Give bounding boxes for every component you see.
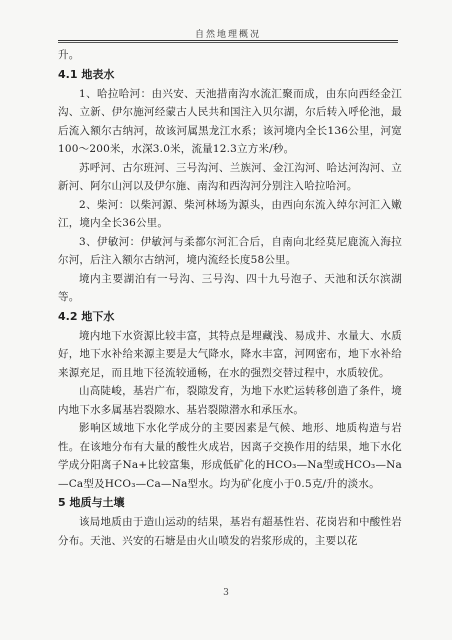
paragraph-geology: 该局地质由于造山运动的结果，基岩有超基性岩、花岗岩和中酸性岩分布。天池、兴安的石塘是由火山喷发的岩浆形成的，主要以花 (58, 516, 402, 547)
running-header (58, 22, 398, 41)
page-content (58, 46, 402, 550)
header-title: 自然地理概况 (194, 30, 261, 40)
paragraph-yimin-river: 3、伊敏河：伊敏河与柔都尔河汇合后，自南向北经莫尼鹿流入海拉尔河，后注入额尔古纳河，境内流经长度58公里。 (58, 235, 402, 266)
paragraph-groundwater-resources: 境内地下水资源比较丰富，其特点是埋藏浅、易成井、水量大、水质好，地下水补给来源主要是大气降水，降水丰富，河网密布，地下水补给来源充足，而且地下径流较通畅，在水的强烈交替过程中，水质较优。 (58, 329, 402, 379)
section-heading-5: 5 地质与土壤 (58, 496, 125, 509)
paragraph-water-chemistry: 影响区域地下水化学成分的主要因素是气候、地形、地质构造与岩性。在该地分布有大量的酸性火成岩，因离子交换作用的结果，地下水化学成分阳离子Na+比较富集，形成低矿化的HCO₃—Na型或HCO₃—Na—Ca型及HCO₃—Ca—Na型水。均为矿化度小于0.5克/升的淡水。 (58, 422, 402, 490)
paragraph-bedrock-water: 山高陡峻，基岩广布，裂隙发育，为地下水贮运转移创造了条件，境内地下水多属基岩裂隙水、基岩裂隙潜水和承压水。 (58, 385, 402, 416)
page-number: 3 (223, 588, 229, 598)
paragraph-chai-river: 2、柴河：以柴河源、柴河林场为源头，由西向东流入绰尔河汇入嫩江，境内全长36公里。 (58, 198, 402, 229)
paragraph-tributaries: 苏呼河、古尔班河、三号沟河、兰族河、金江沟河、哈达河沟河、立新河、阿尔山河以及伊尔施、南沟和西沟河分别注入哈拉哈河。 (58, 161, 402, 192)
paragraph-halaha-river: 1、哈拉哈河：由兴安、天池措南沟水流汇聚而成，由东向西经金江沟、立新、伊尔施河经蒙古人民共和国注入贝尔湖，尔后转入呼伦池，最后流入额尔古纳河，故该河属黑龙江水系；该河境内全长136公里，河宽100～200米，水深3.0米，流量12.3立方米/秒。 (58, 87, 402, 155)
header-rule (58, 42, 398, 43)
section-heading-4-1: 4.1 地表水 (58, 67, 115, 81)
section-heading-4-2: 4.2 地下水 (58, 309, 115, 323)
paragraph-continuation: 升。 (58, 49, 80, 61)
paragraph-lakes: 境内主要湖泊有一号沟、三号沟、四十九号泡子、天池和沃尔滨湖等。 (58, 272, 402, 303)
